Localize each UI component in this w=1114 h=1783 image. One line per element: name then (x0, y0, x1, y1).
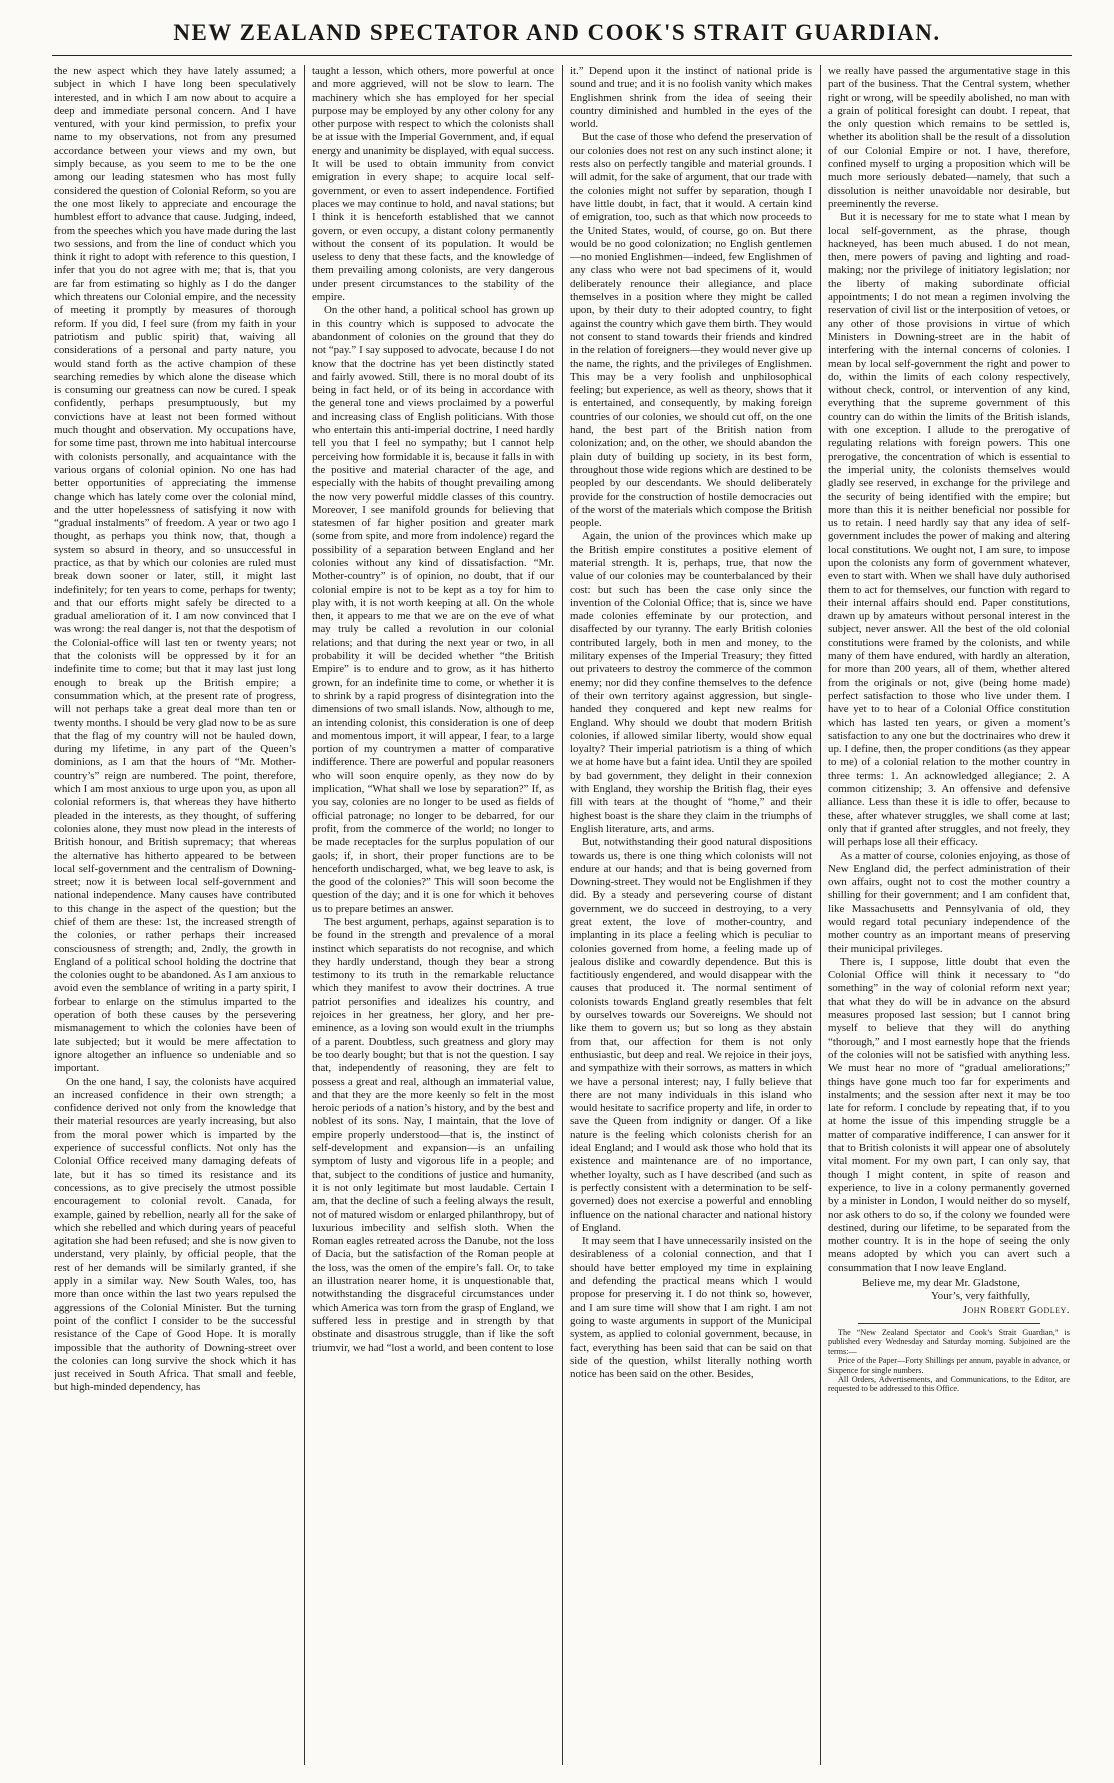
column-4 (828, 65, 1070, 1765)
header-rule (52, 55, 1072, 56)
footnote-rule (858, 1323, 1040, 1324)
footnote-imprint: The “New Zealand Spectator and Cook’s Strait Guardian,” is published every Wednesday and Saturday morning. Subjoined are the terms:— (828, 1327, 1070, 1356)
page-header-title: NEW ZEALAND SPECTATOR AND COOK'S STRAIT GUARDIAN. (173, 20, 941, 45)
paragraph: But the case of those who defend the preservation of our colonies does not rest on any such instinct alone; it rests also on perfectly tangible and material grounds. I will admit, for the sake of argument, that our trade with the colonies might not suffer by separation, though I have little doubt, in fact, that it would. A certain kind of emigration, too, such as that which now proceeds to the United States, would, of course, go on. But there would be no good colonization; no English gentlemen—no monied Englishmen—indeed, few Englishmen of any class who were not bad specimens of it, would deliberately renounce their allegiance, and place themselves in a position where they might be called upon, by their duty to their adopted country, to fight against the country which gave them birth. They would not consent to stand towards their friends and kindred in the relation of foreigners—they would never give up the name, the rights, and the privileges of Englishmen. This may be a very foolish and unphilosophical feeling; but experience, as well as theory, shows that it is entertained, and consequently, by making foreign countries of our colonies, we should cut off, on the one hand, the best part of the British nation from colonization; and, on the other, we should abandon the plain duty of building up society, in its best form, throughout those wide regions which are destined to be peopled by our descendants. We should deliberately provide for the construction of hostile democracies out of the worst of the materials which compose the British people. (570, 131, 812, 530)
paragraph: taught a lesson, which others, more powerful at once and more aggrieved, will not be slow to learn. The machinery which she has employed for her special purpose may be employed by any other colony for any other purpose with respect to which the colonists shall be at issue with the Imperial Government, and, if equal energy and unanimity be displayed, with equal success. It will be used to obtain immunity from convict emigration in every shape; to acquire local self-government, or even to assert independence. Fortified places we may continue to hold, and naval stations; but I think it is henceforth established that we cannot govern, or even occupy, a distant colony permanently without the consent of its population. It would be useless to deny that these facts, and the knowledge of them prevailing among colonists, are very dangerous under present circumstances to the stability of the empire. (312, 65, 554, 304)
paragraph: the new aspect which they have lately assumed; a subject in which I have long been speculatively interested, and in which I am now about to acquire a deep and immediate personal concern. And I have ventured, with your kind permission, to prefix your name to my observations, not from any presumed accordance between your views and my own, but simply because, as you seem to me to be the one among our leading statesmen who has most fully considered the question of Colonial Reform, so you are the one most likely to appreciate and encourage the humblest effort to advance that cause. Judging, indeed, from the speeches which you have made during the last two sessions, and from the line of conduct which you think it right to adopt with reference to this question, I infer that you do not agree with me; that is, that you are far from estimating so highly as I do the danger which threatens our Colonial empire, and the necessity of meeting it promptly by measures of thorough reform. If you did, I feel sure (from my faith in your patriotism and public spirit) that, waiving all considerations of a personal and party nature, you would stand forth as the active champion of these searching remedies by which alone the disease which is consuming our greatness can now be cured. I speak confidently, perhaps presumptuously, but my convictions have at least not been formed without much thought and observation. My occupations have, for some time past, thrown me into habitual intercourse with colonists personally, and acquaintance with the various organs of colonial opinion. No one has had better opportunities of appreciating the immense change which has lately come over the colonial mind, and the utter hopelessness of satisfying it now with “gradual instalments” of freedom. A year or two ago I thought, as perhaps you think now, that, though a system so absurd in theory, and so unsuccessful in practice, as that by which our colonies are ruled must break down sooner or later, still, it might last indefinitely; for ten years to come, perhaps for twenty; and that our efforts might safely be directed to a gradual amelioration of it. I am now convinced that I was wrong: the real danger is, not that the despotism of the Colonial-office will last ten or twenty years; not that the colonists will be oppressed by it for an indefinite time to come; but that it may last just long enough to break up the British empire; a consummation which, at the present rate of progress, will not perhaps take a great deal more than ten or twenty months. I should be very glad now to be as sure that the flag of my country will not be hauled down, during my lifetime, in any part of the Queen’s dominions, as I am that the hours of “Mr. Mother-country’s” reign are numbered. The point, therefore, which I am most anxious to urge upon you, as upon all colonial reformers is, that whereas they have hitherto pleaded in the interests, as they thought, of suffering colonies alone, they must now plead in the interests of British honour, and British supremacy; that whereas the alternative has hitherto appeared to be between local self-government and the centralism of Downing-street; now it is between local self-government and national independence. Many causes have contributed to this change in the aspect of the question; but the chief of them are these: 1st, the increased strength of the colonies, or rather perhaps their increased consciousness of strength; and, 2ndly, the growth in England of a political school holding the doctrine that the colonies ought to be abandoned. As I am anxious to avoid even the semblance of writing in a party spirit, I forbear to enlarge on the stimulus imparted to the operation of both these causes by the persevering mismanagement to which the colonies have been of late subjected; but it would be mere affectation to ignore altogether an influence so undeniable and so important. (54, 65, 296, 1075)
paragraph: we really have passed the argumentative stage in this part of the business. That the Central system, whether right or wrong, will be speedily abolished, no man with a grain of political foresight can doubt. I repeat, that the only question which remains to be settled is, whether its abolition shall be the result of a dissolution of our Colonial Empire or not. I have, therefore, confined myself to urging a proposition which will be much more seriously debated—namely, that such a dissolution is neither unavoidable nor desirable, but preeminently the reverse. (828, 65, 1070, 210)
article-columns (54, 65, 1072, 1765)
publication-footnote (828, 1328, 1070, 1394)
paragraph: But, notwithstanding their good natural dispositions towards us, there is one thing which colonists will not endure at our hands; and that is being governed from Downing-street. They would not be Englishmen if they did. By a steady and persevering course of distant government, we do succeed in destroying, to a very great extent, the love of mother-country, and implanting in its place a feeling which is peculiar to colonies governed from home, a feeling made up of jealous dislike and cowardly dependence. But this is factitiously engendered, and would disappear with the causes that produced it. The normal sentiment of colonists towards England greatly resembles that felt by ourselves towards our Sovereigns. We should not like them to govern us; but so long as they abstain from that, our affection for them is not only enthusiastic, but deep and real. We rejoice in their joys, and sympathize with their sorrows, as matters in which we have a personal interest; nay, I fully believe that there are not many individuals in this island who would hesitate to sacrifice property and life, in order to save the Queen from indignity or danger. Of a like nature is the feeling which colonists cherish for an ideal England; and I would ask those who hold that its existence and maintenance are of no importance, whether loyalty, such as I have described (and such as is perfectly consistent with a determination to be self-governed) does not exercise a powerful and ennobling influence on the national character and national history of England. (570, 836, 812, 1234)
paragraph: On the one hand, I say, the colonists have acquired an increased confidence in their own strength; a confidence derived not only from the knowledge that their material resources are yearly increasing, but also from the moral power which is imparted by the experience of successful conflicts. Not only has the Colonial Office received many damaging defeats of late, but it has so timed its resistance and its concessions, as to give precisely the utmost possible encouragement to colonial revolt. Canada, for example, gained by rebellion, nearly all for the sake of which she rebelled and which during years of peaceful agitation she had been refused; and she is now given to understand, very plainly, by official people, that the rest of her demands will be similarly granted, if she apply in a similar way. New South Wales, too, has more than once within the last two years repulsed the aggressions of the Colonial Minister. But the turning point of the conflict I consider to be the successful resistance of the Cape of Good Hope. It is morally impossible that the authority of Downing-street over the colonies can long survive the shock which it has just received in South Africa. That small and feeble, but high-minded dependency, has (54, 1075, 296, 1394)
closing-valediction: Your’s, very faithfully, (930, 1290, 1030, 1303)
paragraph: Again, the union of the provinces which make up the British empire constitutes a positive element of material strength. It is, perhaps, true, that now the value of our colonies may be counterbalanced by their cost: but such has been the case only since the invention of the Colonial Office; that is, since we have made colonies effeminate by our protection, and disaffected by our tyranny. The early British colonies contributed largely, both in men and money, to the military expenses of the Imperial Treasury; they fitted out privateers to destroy the commerce of the common enemy; nor did they confine themselves to the defence of their own territory against aggression, but single-handed they conquered and kept new realms for England. Why should we doubt that modern British colonies, if allowed similar liberty, would show equal loyalty? Their imperial patriotism is a thing of which we at home have but a faint idea. Until they are spoiled by bad government, they delight in their connexion with England, they worship the British flag, their eyes fill with tears at the thought of “home,” and their highest boast is the share they claim in the triumphs of English literature, arts, and arms. (570, 530, 812, 835)
footnote-price: Price of the Paper—Forty Shillings per annum, payable in advance, or Sixpence for single numbers. (828, 1356, 1070, 1375)
column-2 (312, 65, 554, 1765)
paragraph: On the other hand, a political school has grown up in this country which is supposed to advocate the abandonment of colonies on the ground that they do not “pay.” I say supposed to advocate, because I do not know that the doctrine has yet been distinctly stated and fairly avowed. Still, there is no moral doubt of its being in fact held, or of its being in accordance with the general tone and views proclaimed by a powerful and increasing class of English politicians. With those who entertain this anti-imperial doctrine, I need hardly tell you that I feel no sympathy; but I cannot help perceiving how formidable it is, because it falls in with the positive and material character of the age, and especially with the habits of thought prevailing among the now very powerful middle classes of this country. Moreover, I see manifold grounds for believing that statesmen of far higher position and greater mark (some from spite, and more from indolence) regard the possibility of a separation between England and her colonies without any kind of dissatisfaction. “Mr. Mother-country” is of opinion, no doubt, that if our colonial empire is not to be kept as a toy for him to play with, it is not worth keeping at all. On the whole then, it appears to me that we are on the eve of what may truly be called a revolution in our colonial relations; and that during the next year or two, in all probability it will be decided whether “the British Empire” is to endure and to grow, as it has hitherto grown, for an indefinite time to come, or whether it is to shrink by a rapid progress of disintegration into the dimensions of two small islands. Now, although to me, an intending colonist, this consideration is one of deep and momentous import, it will appear, I fear, to a large portion of my countrymen a matter of comparative indifference. There are powerful and popular reasoners who will soon enquire openly, as they now do by implication, “What shall we lose by separation?” If, as you say, colonies are no longer to be used as fields of official patronage; no longer to be debarred, for our profit, from the commerce of the world; no longer to be made receptacles for the surplus population of our gaols; if, in short, their proper functions are to be henceforth undischarged, what, we beg leave to ask, is the good of the colonies?” This will soon become the question of the day; and it is one for which it behoves us to prepare betimes an answer. (312, 304, 554, 915)
paragraph: The best argument, perhaps, against separation is to be found in the strength and prevalence of a moral instinct which separatists do not recognise, and which they hardly understand, though they bear a strong testimony to its truth in the remarkable reluctance which they manifest to avow their doctrines. A true patriot personifies and idealizes his country, and rejoices in her greatness, her glory, and her pre-eminence, as a loving son would exult in the triumphs of a parent. Doubtless, such greatness and glory may be too dearly bought; but that is not the question. I say that, independently of reasoning, they are felt to possess a great and real, although an immaterial value, and that they are the more keenly so felt in the most heroic periods of a nation’s history, and by the best and noblest of its sons. Nay, I maintain, that the love of empire properly understood—that is, the instinct of self-development and expansion—is an unfailing symptom of lusty and vigorous life in a people; and that, subject to the conditions of justice and humanity, it is not only legitimate but most laudable. Certain I am, that the decline of such a feeling always the result, not of matured wisdom or enlarged philanthropy, but of luxurious imbecility and selfish sloth. When the Roman eagles retreated across the Danube, not the loss of Dacia, but the satisfaction of the Roman people at the loss, was the omen of the empire’s fall. Or, to take an illustration nearer home, it is unquestionable that, notwithstanding the disgraceful circumstances under which America was torn from the grasp of England, we suffered less in prestige and in strength by that obstinate and disastrous struggle, than if like the soft triumvir, we had “lost a world, and been content to lose (312, 916, 554, 1354)
column-3 (570, 65, 812, 1765)
column-divider (304, 65, 305, 1765)
closing-salutation: Believe me, my dear Mr. Gladstone, (862, 1277, 1020, 1290)
letter-closing (828, 1277, 1070, 1317)
paragraph: There is, I suppose, little doubt that even the Colonial Office will think it necessary to “do something” in the way of colonial reform next year; that what they do will be in advance on the absurd measures proposed last session; but I cannot bring myself to believe that they will do anything “thorough,” and I most earnestly hope that the friends of the colonies will not be satisfied with anything less. We must hear no more of “gradual ameliorations;” things have gone much too far for experiments and instalments; and the session after next it may be too late for reform. I conclude by repeating that, if to you at home the issue of this impending struggle be a matter of comparative indifference, I can answer for it that to British colonists it will appear one of absolutely vital moment. For my own part, I can only say, that though I might content, in spite of reason and experience, to live in a colony permanently governed by a minister in London, I would neither do so myself, nor ask others to do so, if the colony we founded were destined, during our lifetime, to be separated from the mother country. It is in the hope of seeing the only means adopted by which you can avert such a consummation that I now leave England. (828, 955, 1070, 1274)
author-signature: John Robert Godley. (962, 1303, 1070, 1316)
column-divider (820, 65, 821, 1765)
paragraph: But it is necessary for me to state what I mean by local self-government, as the phrase, though hackneyed, has been much abused. I do not mean, then, mere powers of paving and lighting and road-making; nor the privilege of initiatory legislation; nor the liberty of making subordinate official appointments; I do not mean a regimen involving the reservation of civil list or the interposition of vetoes, or any other of those provisions in virtue of which Ministers in Downing-street are in the habit of interfering with the internal concerns of colonies. I mean by local self-government the right and power to do, within the limits of each colony respectively, without check, control, or intervention of any kind, everything that the supreme government of this country can do within the limits of the British islands, with one exception. I allude to the prerogative of regulating relations with foreign powers. This one prerogative, the concentration of which is essential to the imperial unity, the colonists themselves would gladly see reserved, in exchange for the privilege and the security of being identified with the empire; but more than this it is neither beneficial nor possible for us to retain. I need hardly say that any idea of self-government includes the power of making and altering local constitutions. We ought not, I am sure, to impose upon the colonists any form of government whatever, even to start with. When we shall have duly authorised them to act for themselves, our function with regard to their internal affairs should end. Paper constitutions, drawn up by amateurs without personal interest in the subject, never answer. All the best of the old colonial constitutions were framed by the colonists, and while many of them have endured, with hardly an alteration, for more than 200 years, all of them, whether altered from the originals or not, give (being home made) perfect satisfaction to those who live under them. I have yet to to hear of a Colonial Office constitution which has lasted ten years, or given a moment’s satisfaction to any one but the doctrinaires who drew it up. I define, then, the proper conditions (as they appear to me) of a colonial relation to the mother country in three terms: 1. An acknowledged allegiance; 2. A common citizenship; 3. An offensive and defensive alliance. Less than these it is idle to offer, because to these, after whatever struggles, we shall come at last; only that if granted after struggles, and not freely, they will perhaps lose all their efficacy. (828, 211, 1070, 849)
footnote-orders: All Orders, Advertisements, and Communications, to the Editor, are requested to be addressed to this Office. (828, 1375, 1070, 1394)
paragraph: It may seem that I have unnecessarily insisted on the desirableness of a colonial connection, and that I should have better employed my time in explaining and defending the practical means which I would propose for preserving it. I do not think so, however, and I am sure time will show that I am right. I am not going to waste arguments in support of the Municipal system, as applied to colonial government, because, in fact, everything has been said that can be said on that side of the question, whilst literally nothing worth notice has been said on the other. Besides, (570, 1235, 812, 1381)
column-1 (54, 65, 296, 1765)
column-divider (562, 65, 563, 1765)
paragraph: As a matter of course, colonies enjoying, as those of New England did, the perfect administration of their own affairs, ought not to cost the mother country a shilling for their government; and I am confident that, like Massachusetts and Pennsylvania of old, they would regard total pecuniary independence of the mother country as an important means of preserving their municipal privileges. (828, 849, 1070, 955)
paragraph: it.” Depend upon it the instinct of national pride is sound and true; and it is no foolish vanity which makes Englishmen shrink from the idea of seeing their country diminished and humbled in the eyes of the world. (570, 65, 812, 131)
